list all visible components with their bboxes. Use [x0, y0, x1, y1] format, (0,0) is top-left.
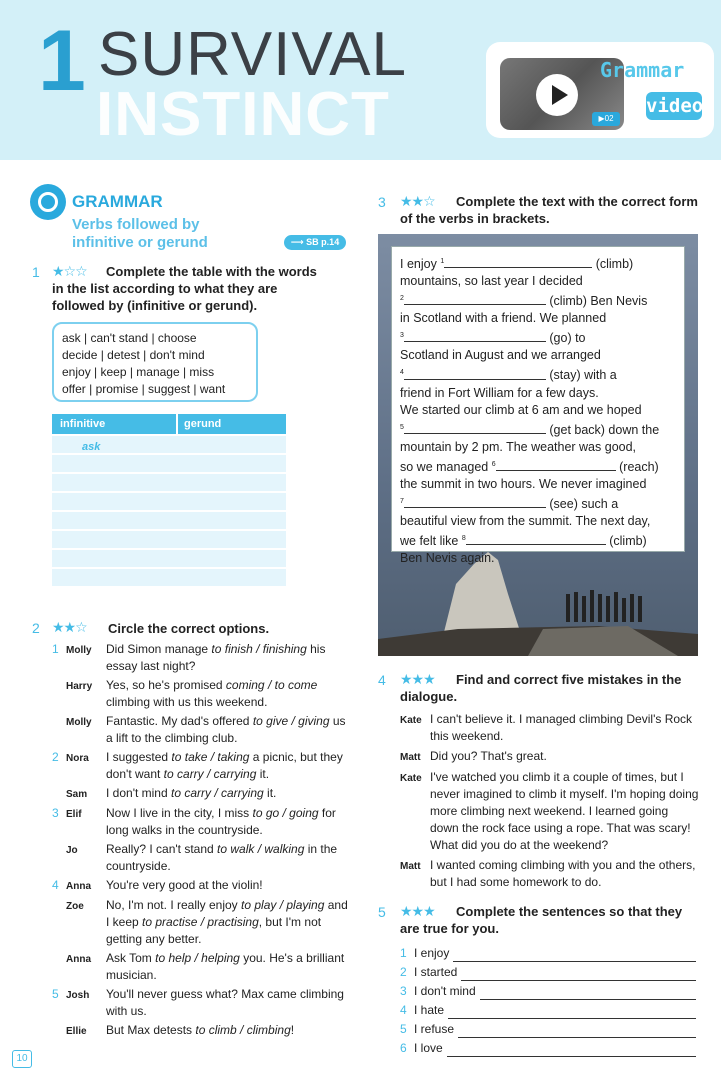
text-line: in Scotland with a friend. We planned — [400, 311, 607, 326]
dialogue-number — [52, 713, 66, 747]
answer-blank[interactable] — [404, 367, 546, 380]
sb-reference-badge: ⟶ SB p.14 — [284, 235, 346, 250]
dialogue-text[interactable]: Really? I can't stand to walk / walking in the countryside. — [106, 842, 338, 873]
table-row[interactable] — [52, 548, 286, 567]
col-infinitive: infinitive — [52, 414, 178, 434]
speaker-name: Kate — [400, 715, 422, 726]
sentence-stem: I love — [414, 1041, 443, 1055]
sentence-item — [400, 981, 696, 1000]
answer-line[interactable] — [480, 987, 696, 1000]
dialogue-text[interactable]: I don't mind to carry / carrying it. — [106, 786, 277, 800]
grammar-icon — [30, 184, 66, 220]
sentence-number: 6 — [400, 1041, 407, 1055]
answer-blank[interactable] — [444, 255, 592, 268]
sentence-item — [400, 962, 696, 981]
speaker-name: Matt — [400, 752, 421, 763]
sentence-stem: I don't mind — [414, 984, 476, 998]
grammar-heading: GRAMMAR — [72, 192, 163, 211]
sentence-stem: I hate — [414, 1003, 445, 1017]
dialogue-number — [52, 1022, 66, 1040]
speaker-name: Kate — [400, 773, 422, 784]
col-gerund: gerund — [184, 418, 222, 430]
sentence-number: 5 — [400, 1022, 407, 1036]
sentence-item — [400, 943, 696, 962]
exercise-4-dialogue — [400, 711, 700, 894]
word-list-line: offer | promise | suggest | want — [62, 382, 226, 396]
unit-title-line1: SURVIVAL — [98, 20, 407, 89]
dialogue-text[interactable]: You'll never guess what? Max came climbing with us. — [106, 987, 344, 1018]
table-row[interactable] — [52, 510, 286, 529]
exercise-2-dialogue — [52, 641, 352, 1042]
dialogue-number — [52, 785, 66, 803]
text-line: beautiful view from the summit. The next day, — [400, 514, 651, 529]
speaker-name: Ellie — [66, 1026, 87, 1037]
answer-blank[interactable] — [404, 421, 546, 434]
sentence-item — [400, 1019, 696, 1038]
difficulty-stars-icon: ★★★ — [400, 671, 435, 687]
dialogue-line — [400, 769, 700, 854]
sentence-item — [400, 1000, 696, 1019]
dialogue-line — [52, 1022, 352, 1040]
exercise-3-text-box — [391, 246, 685, 566]
difficulty-stars-icon: ★★☆ — [52, 619, 87, 635]
video-badge: ▶02 — [592, 112, 620, 126]
dialogue-text[interactable]: Fantastic. My dad's offered to give / giving us a lift to the climbing club. — [106, 714, 346, 745]
exercise-4-number: 4 — [378, 672, 386, 688]
answer-blank[interactable] — [404, 292, 546, 305]
speaker-name: Nora — [66, 753, 89, 764]
difficulty-stars-icon: ★☆☆ — [52, 263, 87, 279]
sentence-item — [400, 1038, 696, 1057]
speaker-name: Josh — [66, 990, 90, 1001]
answer-line[interactable] — [461, 968, 696, 981]
speaker-name: Elif — [66, 809, 82, 820]
unit-number: 1 — [38, 13, 86, 109]
speaker-name: Matt — [400, 861, 421, 872]
answer-blank[interactable] — [404, 495, 546, 508]
answer-line[interactable] — [453, 949, 696, 962]
dialogue-line — [400, 711, 700, 745]
dialogue-line — [52, 641, 352, 675]
dialogue-text: I can't believe it. I managed climbing Devil's Rock this weekend. — [430, 712, 693, 743]
exercise-5-instruction: Complete the sentences so that they are true for you. — [400, 904, 683, 936]
sentence-number: 4 — [400, 1003, 407, 1017]
speaker-name: Zoe — [66, 901, 84, 912]
speaker-name: Jo — [66, 845, 78, 856]
exercise-2-number: 2 — [32, 620, 40, 636]
answer-blank[interactable] — [466, 532, 606, 545]
unit-title-line2: INSTINCT — [96, 80, 390, 149]
dialogue-line — [52, 950, 352, 984]
text-line: mountain by 2 pm. The weather was good, — [400, 439, 637, 454]
dialogue-text[interactable]: Now I live in the city, I miss to go / going for long walks in the countryside. — [106, 806, 336, 837]
text-line: Ben Nevis again. — [400, 551, 495, 566]
sentence-number: 3 — [400, 984, 407, 998]
text-line: We started our climb at 6 am and we hoped — [400, 402, 642, 417]
dialogue-number: 1 — [52, 642, 59, 656]
speaker-name: Molly — [66, 645, 92, 656]
dialogue-text[interactable]: Ask Tom to help / helping you. He's a brilliant musician. — [106, 951, 345, 982]
dialogue-text: I wanted coming climbing with you and the others, but I had some homework to do. — [430, 858, 696, 889]
dialogue-number — [52, 897, 66, 948]
play-icon[interactable] — [536, 74, 578, 116]
dialogue-line — [52, 805, 352, 839]
dialogue-line — [52, 713, 352, 747]
word-list-line: ask | can't stand | choose — [62, 331, 197, 345]
table-row[interactable] — [52, 491, 286, 510]
text-line: $^5$ (get back) down the — [400, 422, 660, 437]
text-line: $^7$ (see) such a — [400, 497, 619, 512]
dialogue-line — [52, 841, 352, 875]
text-line: $^3$ (go) to — [400, 331, 586, 346]
dialogue-number: 3 — [52, 806, 59, 820]
answer-blank[interactable] — [404, 329, 546, 342]
grammar-subheading: Verbs followed by infinitive or gerund — [72, 216, 208, 251]
table-row[interactable] — [52, 567, 286, 586]
exercise-3-instruction: Complete the text with the correct form of the verbs in brackets. — [400, 194, 698, 226]
exercise-4-instruction: Find and correct five mistakes in the dialogue. — [400, 672, 682, 704]
dialogue-number: 5 — [52, 987, 59, 1001]
dialogue-line — [400, 857, 700, 891]
dialogue-text[interactable]: I suggested to take / taking a picnic, but they don't want to carry / carrying it. — [106, 750, 343, 781]
dialogue-text[interactable]: Did Simon manage to finish / finishing his essay last night? — [106, 642, 326, 673]
sentence-stem: I started — [414, 965, 458, 979]
table-example-word: ask — [82, 441, 101, 453]
grammar-video-label: Grammar — [600, 58, 685, 82]
text-line: Scotland in August and we arranged — [400, 348, 601, 363]
answer-line[interactable] — [448, 1006, 696, 1019]
exercise-3-number: 3 — [378, 194, 386, 210]
page-number: 10 — [12, 1050, 32, 1068]
text-line: friend in Fort William for a few days. — [400, 385, 599, 400]
video-label: video — [646, 92, 702, 120]
text-line: mountains, so last year I decided — [400, 274, 583, 289]
dialogue-line — [52, 877, 352, 895]
text-line: I enjoy $^1$ (climb) — [400, 257, 634, 272]
speaker-name: Anna — [66, 881, 91, 892]
dialogue-text[interactable]: No, I'm not. I really enjoy to play / playing and I keep to practise / practising, but I'm not getting any better. — [106, 898, 348, 946]
dialogue-text[interactable]: Yes, so he's promised coming / to come climbing with us this weekend. — [106, 678, 318, 709]
speaker-name: Harry — [66, 681, 93, 692]
answer-line[interactable] — [447, 1044, 696, 1057]
dialogue-text: Did you? That's great. — [430, 749, 547, 763]
text-line: $^4$ (stay) with a — [400, 368, 617, 383]
word-list-box — [52, 322, 258, 402]
sentence-stem: I enjoy — [414, 946, 450, 960]
dialogue-line — [400, 748, 700, 766]
exercise-5-number: 5 — [378, 904, 386, 920]
speaker-name: Molly — [66, 717, 92, 728]
sentence-stem: I refuse — [414, 1022, 455, 1036]
difficulty-stars-icon: ★★★ — [400, 903, 435, 919]
exercise-1-instruction: Complete the table with the words in the list according to what they are followed by (infinitive or gerund). — [52, 264, 317, 313]
table-row[interactable] — [52, 453, 286, 472]
dialogue-line — [52, 677, 352, 711]
dialogue-number: 4 — [52, 878, 59, 892]
exercise-5-sentences — [400, 943, 696, 1057]
dialogue-number — [52, 841, 66, 875]
dialogue-number — [52, 950, 66, 984]
dialogue-line — [52, 986, 352, 1020]
sentence-number: 2 — [400, 965, 407, 979]
sentence-number: 1 — [400, 946, 407, 960]
speaker-name: Anna — [66, 954, 91, 965]
answer-blank[interactable] — [496, 458, 616, 471]
table-row[interactable] — [52, 529, 286, 548]
word-list-line: enjoy | keep | manage | miss — [62, 365, 215, 379]
table-header — [52, 414, 286, 434]
dialogue-line — [52, 897, 352, 948]
text-line: $^2$ (climb) Ben Nevis — [400, 294, 648, 309]
dialogue-text: I've watched you climb it a couple of times, but I never imagined to climb it myself. I'm hoping doing more climbing next weekend. I learned going down the rock face using a rope. That was scary! What did you do at the weekend? — [430, 770, 699, 852]
dialogue-number: 2 — [52, 750, 59, 764]
dialogue-line — [52, 785, 352, 803]
exercise-2-instruction: Circle the correct options. — [108, 621, 270, 636]
answer-line[interactable] — [458, 1025, 696, 1038]
dialogue-text[interactable]: You're very good at the violin! — [106, 878, 263, 892]
word-list-line: decide | detest | don't mind — [62, 348, 205, 362]
text-line: the summit in two hours. We never imagined — [400, 476, 647, 491]
speaker-name: Sam — [66, 789, 88, 800]
dialogue-line — [52, 749, 352, 783]
text-line: so we managed $^6$ (reach) — [400, 459, 659, 474]
dialogue-text[interactable]: But Max detests to climb / climbing! — [106, 1023, 295, 1037]
dialogue-number — [52, 677, 66, 711]
text-line: we felt like $^8$ (climb) — [400, 534, 647, 549]
exercise-1-number: 1 — [32, 264, 40, 280]
table-row[interactable] — [52, 472, 286, 491]
difficulty-stars-icon: ★★☆ — [400, 193, 435, 209]
